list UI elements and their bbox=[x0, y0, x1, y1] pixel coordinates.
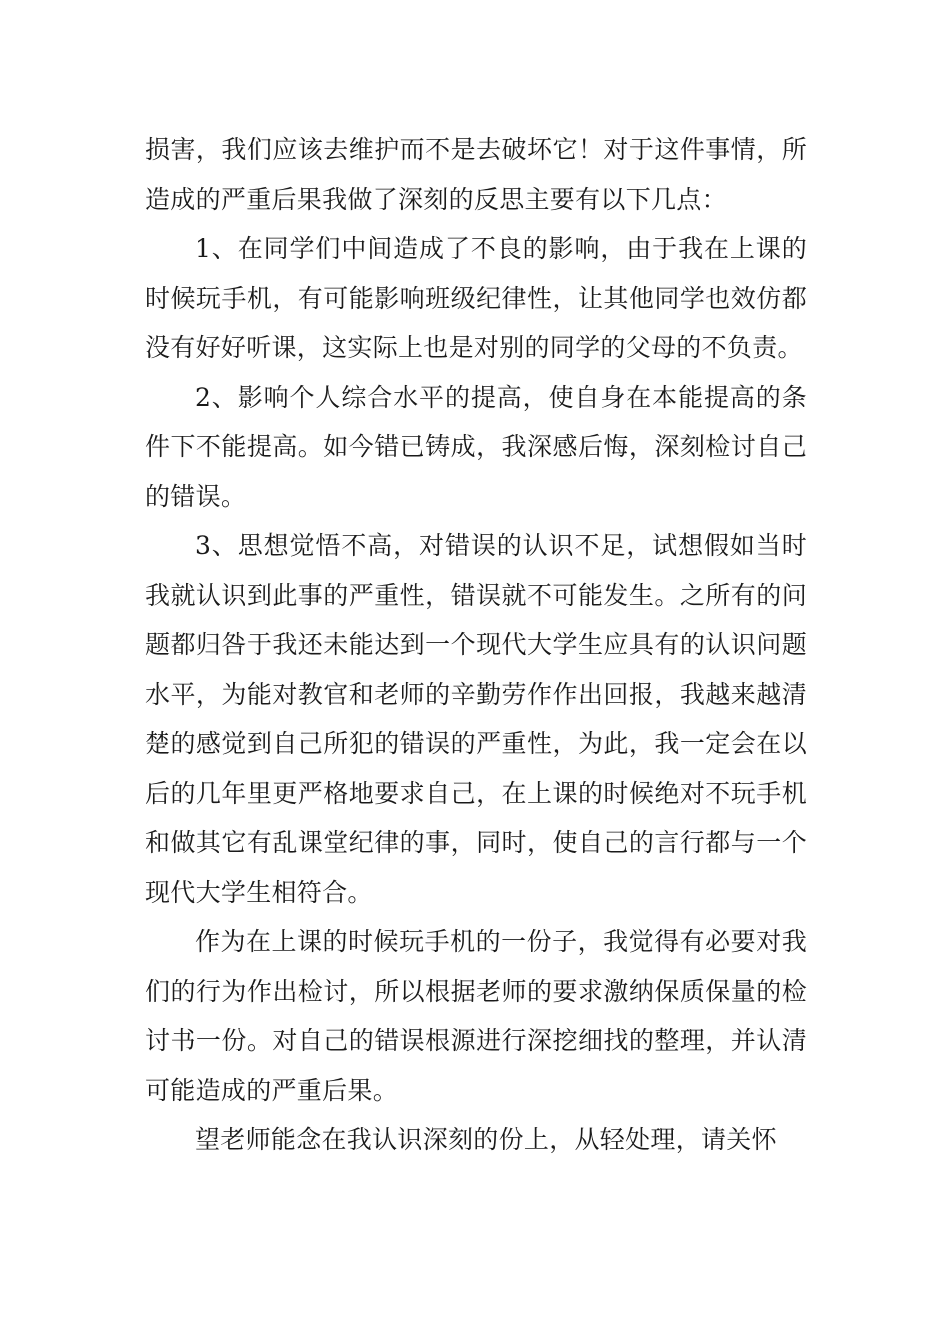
paragraph-point-3: 3、思想觉悟不高，对错误的认识不足，试想假如当时我就认识到此事的严重性，错误就不可能发生。之所有的问题都归咎于我还未能达到一个现代大学生应具有的认识问题水平，为能对教官和老师的辛勤劳作作出回报，我越来越清楚的感觉到自己所犯的错误的严重性，为此，我一定会在以后的几年里更严格地要求自己，在上课的时候绝对不玩手机和做其它有乱课堂纪律的事，同时，使自己的言行都与一个现代大学生相符合。 bbox=[145, 531, 807, 907]
paragraph-continuation: 损害，我们应该去维护而不是去破坏它！对于这件事情，所造成的严重后果我做了深刻的反思主要有以下几点： bbox=[145, 135, 807, 214]
paragraph-request: 望老师能念在我认识深刻的份上，从轻处理，请关怀 bbox=[195, 1125, 777, 1154]
paragraph-reflection: 作为在上课的时候玩手机的一份子，我觉得有必要对我们的行为作出检讨，所以根据老师的要求激纳保质保量的检讨书一份。对自己的错误根源进行深挖细找的整理，并认清可能造成的严重后果。 bbox=[145, 927, 807, 1105]
paragraph-point-2: 2、影响个人综合水平的提高，使自身在本能提高的条件下不能提高。如今错已铸成，我深感后悔，深刻检讨自己的错误。 bbox=[145, 382, 807, 511]
document-body bbox=[145, 125, 807, 1165]
paragraph-point-1: 1、在同学们中间造成了不良的影响，由于我在上课的时候玩手机，有可能影响班级纪律性，让其他同学也效仿都没有好好听课，这实际上也是对别的同学的父母的不负责。 bbox=[145, 234, 807, 362]
